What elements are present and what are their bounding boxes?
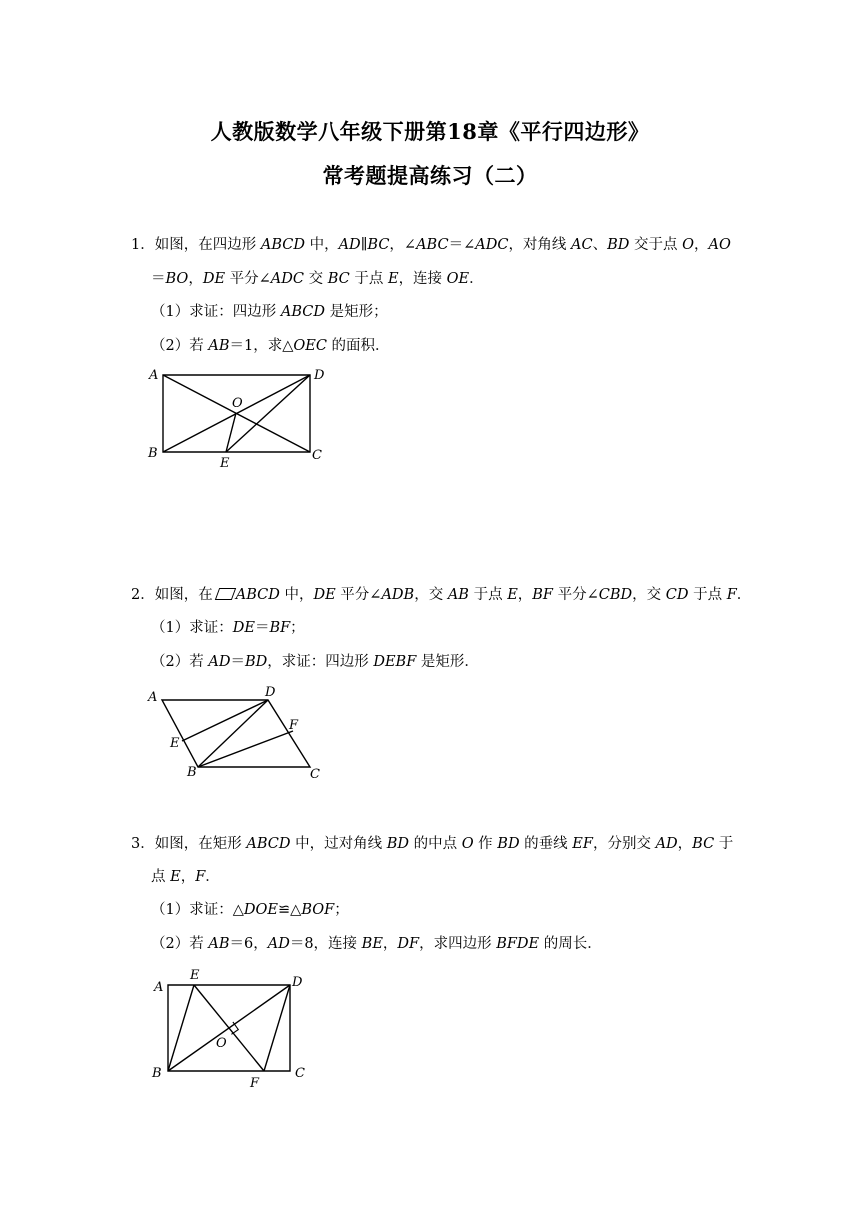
math-seg: ABCD bbox=[246, 836, 291, 852]
segment-de bbox=[182, 700, 268, 741]
label-c: C bbox=[310, 767, 320, 782]
text-seg: 平分∠ bbox=[553, 587, 599, 603]
label-d: D bbox=[265, 685, 276, 700]
math-seg: DF bbox=[397, 936, 420, 952]
text-seg: 的垂线 bbox=[519, 836, 573, 852]
math-seg: BE bbox=[361, 936, 383, 952]
text-seg: 作 bbox=[473, 836, 498, 852]
math-seg: O bbox=[682, 237, 695, 253]
math-seg: ABCD bbox=[280, 304, 325, 320]
text-seg: 平分∠ bbox=[225, 271, 271, 287]
problem-1-stem-line-1 bbox=[131, 235, 731, 255]
math-seg: AO bbox=[708, 237, 731, 253]
math-seg: BOF bbox=[301, 902, 335, 918]
problem-number: 3． bbox=[131, 836, 155, 852]
text-seg: ＝ bbox=[151, 271, 166, 287]
text-seg: 是矩形． bbox=[416, 654, 479, 670]
text-seg: ＝8，连接 bbox=[289, 936, 362, 952]
text-seg: ， bbox=[382, 936, 398, 952]
label-d: D bbox=[292, 975, 303, 990]
math-seg: OE bbox=[446, 271, 470, 287]
math-seg: EF bbox=[572, 836, 593, 852]
text-seg: ，连接 bbox=[398, 271, 447, 287]
text-seg: （2）若 bbox=[151, 338, 209, 354]
text-seg: 、 bbox=[592, 237, 608, 253]
text-seg: 是矩形； bbox=[324, 304, 388, 320]
math-seg: E bbox=[387, 271, 399, 287]
math-seg: E bbox=[507, 587, 518, 603]
math-seg: ABCD bbox=[235, 587, 280, 603]
math-seg: BO bbox=[165, 271, 189, 287]
text-seg: （2）若 bbox=[151, 654, 209, 670]
text-seg: ＝6， bbox=[229, 936, 268, 952]
problem-2-part-2 bbox=[151, 652, 479, 672]
text-seg: ＝ bbox=[230, 654, 245, 670]
text-seg: ． bbox=[736, 587, 752, 603]
math-seg: CBD bbox=[598, 587, 633, 603]
text-seg: ． bbox=[469, 271, 484, 287]
text-seg: 的面积． bbox=[326, 338, 390, 354]
problem-1-figure bbox=[140, 362, 340, 472]
text-seg: 的中点 bbox=[408, 836, 462, 852]
math-seg: BD bbox=[607, 237, 630, 253]
label-e: E bbox=[220, 456, 230, 471]
diagonal-bd bbox=[198, 700, 268, 767]
label-c: C bbox=[312, 448, 322, 463]
text-seg: 于点 bbox=[688, 587, 727, 603]
math-seg: AB bbox=[208, 338, 230, 354]
label-o: O bbox=[216, 1036, 227, 1051]
text-seg: 中， bbox=[279, 587, 314, 603]
math-seg: ABC bbox=[416, 237, 449, 253]
text-seg: ， bbox=[694, 237, 709, 253]
problem-1-part-1 bbox=[151, 302, 388, 322]
text-seg: （1）求证：△ bbox=[151, 902, 244, 918]
text-seg: ，分别交 bbox=[592, 836, 656, 852]
math-seg: O bbox=[461, 836, 474, 852]
math-seg: ADC bbox=[270, 271, 304, 287]
problem-number: 2． bbox=[131, 587, 155, 603]
text-seg: 平分∠ bbox=[335, 587, 382, 603]
text-seg: ，交 bbox=[414, 587, 448, 603]
math-seg: F bbox=[195, 869, 206, 885]
text-seg: （1）求证： bbox=[151, 620, 233, 636]
problem-3-part-2 bbox=[151, 934, 602, 954]
text-seg: ，求证：四边形 bbox=[267, 654, 374, 670]
math-seg: OEC bbox=[293, 338, 327, 354]
math-seg: AB bbox=[208, 936, 230, 952]
problem-3-figure bbox=[140, 963, 340, 1093]
math-seg: ADB bbox=[381, 587, 415, 603]
math-seg: AC bbox=[571, 237, 593, 253]
problem-2-part-1 bbox=[151, 618, 305, 638]
label-e: E bbox=[170, 736, 180, 751]
math-seg: E bbox=[170, 869, 181, 885]
label-f: F bbox=[250, 1076, 260, 1091]
math-seg: DE bbox=[313, 587, 336, 603]
text-seg: 中， bbox=[304, 237, 339, 253]
text-seg: （2）若 bbox=[151, 936, 209, 952]
problem-1-part-2 bbox=[151, 336, 390, 356]
segment-bf bbox=[198, 731, 293, 767]
math-seg: BF bbox=[532, 587, 553, 603]
math-seg: AD bbox=[208, 654, 231, 670]
math-seg: BD bbox=[244, 654, 268, 670]
math-seg: AD bbox=[655, 836, 678, 852]
text-seg: ，∠ bbox=[389, 237, 417, 253]
parallelogram-icon bbox=[215, 588, 236, 600]
text-seg: 于点 bbox=[349, 271, 388, 287]
math-seg: ADC bbox=[475, 237, 509, 253]
text-seg: ，对角线 bbox=[508, 237, 572, 253]
text-seg: ， bbox=[517, 587, 533, 603]
title-line-1: 人教版数学八年级下册第18章《平行四边形》 bbox=[210, 119, 650, 144]
text-seg: 于 bbox=[714, 836, 734, 852]
text-seg: 的周长． bbox=[539, 936, 602, 952]
math-seg: BC bbox=[327, 271, 350, 287]
math-seg: AB bbox=[447, 587, 469, 603]
label-a: A bbox=[154, 980, 164, 995]
text-seg: 交 bbox=[304, 271, 328, 287]
label-e: E bbox=[190, 968, 200, 983]
problem-3-stem-line-2 bbox=[151, 867, 220, 887]
text-seg: 交于点 bbox=[629, 237, 683, 253]
label-a: A bbox=[148, 690, 158, 705]
problem-2-figure bbox=[140, 684, 340, 784]
text-seg: ， bbox=[677, 836, 693, 852]
segment-be bbox=[168, 985, 194, 1071]
text-seg: ，交 bbox=[632, 587, 666, 603]
label-c: C bbox=[295, 1066, 305, 1081]
text-seg: ， bbox=[188, 271, 203, 287]
text-seg: 如图，在四边形 bbox=[154, 237, 261, 253]
label-o: O bbox=[232, 396, 243, 411]
text-seg: ， bbox=[180, 869, 196, 885]
problem-number: 1． bbox=[131, 237, 155, 253]
label-a: A bbox=[149, 368, 159, 383]
text-seg: ； bbox=[334, 902, 349, 918]
problem-3-stem-line-1 bbox=[131, 834, 733, 854]
title-line-2: 常考题提高练习（二） bbox=[322, 163, 538, 188]
math-seg: F bbox=[726, 587, 737, 603]
text-seg: （1）求证：四边形 bbox=[151, 304, 281, 320]
text-seg: ＝1，求△ bbox=[229, 338, 294, 354]
math-seg: BF bbox=[269, 620, 291, 636]
math-seg: DOE bbox=[243, 902, 278, 918]
problem-1-stem-line-2 bbox=[151, 269, 484, 289]
text-seg: 如图，在矩形 bbox=[154, 836, 247, 852]
math-seg: BC bbox=[367, 237, 390, 253]
label-d: D bbox=[314, 368, 325, 383]
label-b: B bbox=[152, 1066, 162, 1081]
text-seg: ＝ bbox=[254, 620, 270, 636]
text-seg: ． bbox=[205, 869, 220, 885]
math-seg: DE bbox=[232, 620, 255, 636]
math-seg: BD bbox=[386, 836, 409, 852]
math-seg: BC bbox=[692, 836, 715, 852]
text-seg: 于点 bbox=[468, 587, 508, 603]
text-seg: 点 bbox=[151, 869, 171, 885]
text-seg: 如图，在 bbox=[154, 587, 213, 603]
text-seg: ≌△ bbox=[278, 902, 302, 918]
math-seg: AD bbox=[267, 936, 290, 952]
text-seg: ，求四边形 bbox=[419, 936, 497, 952]
segment-de bbox=[226, 375, 310, 452]
math-seg: BFDE bbox=[496, 936, 540, 952]
math-seg: AD bbox=[338, 237, 361, 253]
segment-ef bbox=[194, 985, 264, 1071]
problem-3-part-1 bbox=[151, 900, 349, 920]
math-seg: DEBF bbox=[373, 654, 417, 670]
label-b: B bbox=[148, 446, 158, 461]
math-seg: ABCD bbox=[260, 237, 305, 253]
math-seg: BD bbox=[497, 836, 520, 852]
text-seg: ； bbox=[290, 620, 305, 636]
text-seg: 中，过对角线 bbox=[290, 836, 387, 852]
text-seg: ＝∠ bbox=[448, 237, 476, 253]
problem-2-stem-line-1 bbox=[131, 585, 751, 605]
label-b: B bbox=[187, 765, 197, 780]
math-seg: DE bbox=[202, 271, 226, 287]
segment-df bbox=[264, 985, 290, 1071]
text-seg: ∥ bbox=[360, 237, 368, 253]
math-seg: CD bbox=[665, 587, 689, 603]
label-f: F bbox=[289, 718, 299, 733]
